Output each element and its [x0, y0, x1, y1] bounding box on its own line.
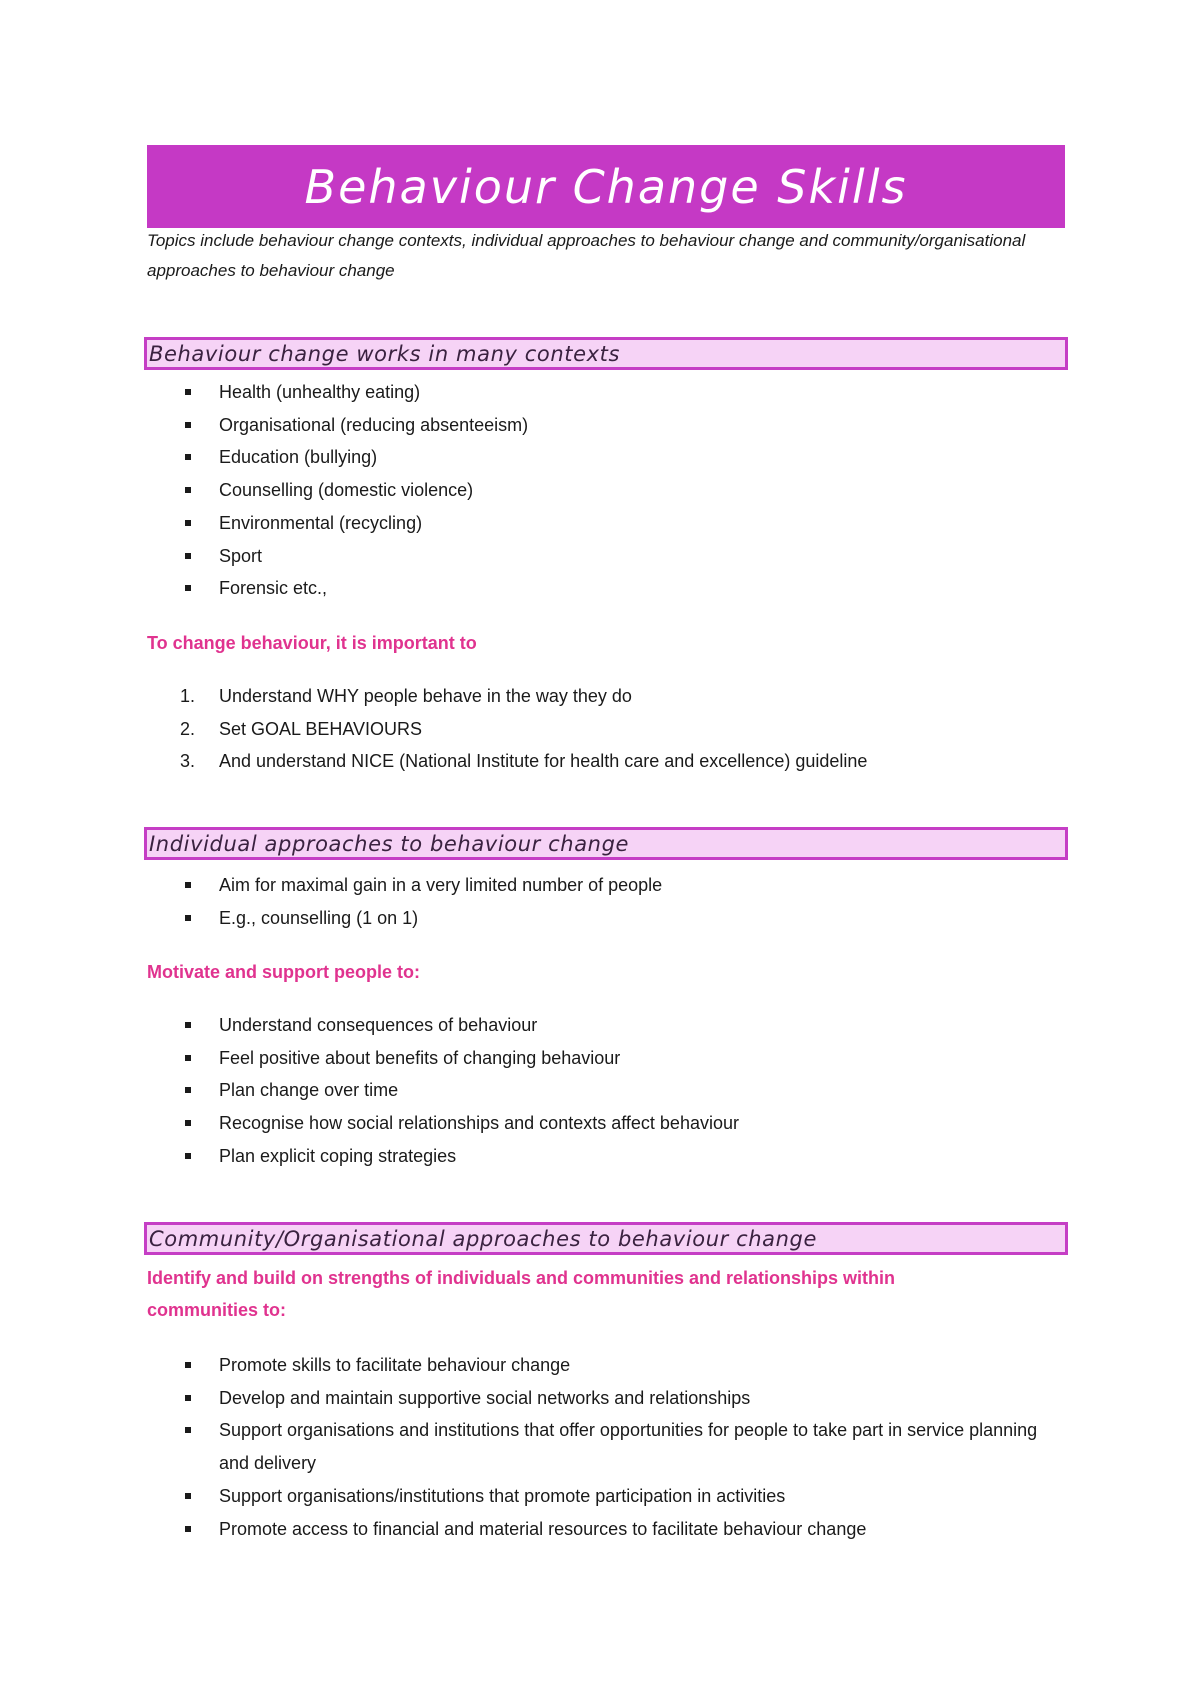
document-title: Behaviour Change Skills [304, 159, 908, 214]
bullet-icon [185, 487, 191, 493]
subheading-important: To change behaviour, it is important to [147, 633, 477, 653]
bullet-icon [185, 553, 191, 559]
list-item: Organisational (reducing absenteeism) [0, 409, 1059, 442]
section-heading-individual: Individual approaches to behaviour change [144, 827, 1068, 860]
list-item: Understand consequences of behaviour [0, 1009, 1059, 1042]
individual-bullet-list [0, 869, 1059, 934]
subheading-motivate: Motivate and support people to: [147, 962, 420, 982]
document-subtitle: Topics include behaviour change contexts, individual approaches to behaviour change and community/organisational approaches to behaviour change [147, 231, 1026, 280]
subheading-identify: Identify and build on strengths of individuals and communities and relationships within communities to: [147, 1268, 896, 1320]
bullet-icon [185, 1022, 191, 1028]
bullet-icon [185, 520, 191, 526]
section-heading-community: Community/Organisational approaches to behaviour change [144, 1222, 1068, 1255]
bullet-icon [185, 585, 191, 591]
list-item: 3. And understand NICE (National Institute for health care and excellence) guideline [180, 751, 868, 772]
list-item: Promote access to financial and material resources to facilitate behaviour change [0, 1513, 1059, 1546]
list-item: Sport [0, 540, 1059, 573]
list-item: Develop and maintain supportive social networks and relationships [0, 1382, 1059, 1415]
bullet-icon [185, 1427, 191, 1433]
list-item: Counselling (domestic violence) [0, 474, 1059, 507]
list-item: Support organisations and institutions that offer opportunities for people to take part in service planning and delivery [0, 1414, 1059, 1479]
numbered-list [0, 680, 1059, 778]
list-item: Support organisations/institutions that promote participation in activities [0, 1480, 1059, 1513]
list-item: Feel positive about benefits of changing behaviour [0, 1042, 1059, 1075]
contexts-bullet-list [0, 376, 1059, 605]
bullet-icon [185, 1087, 191, 1093]
section-heading-contexts: Behaviour change works in many contexts [144, 337, 1068, 370]
list-item: Plan explicit coping strategies [0, 1140, 1059, 1173]
bullet-icon [185, 915, 191, 921]
bullet-icon [185, 1526, 191, 1532]
list-item: E.g., counselling (1 on 1) [0, 902, 1059, 935]
bullet-icon [185, 1153, 191, 1159]
title-banner [147, 145, 1065, 228]
list-item: Plan change over time [0, 1074, 1059, 1107]
bullet-icon [185, 422, 191, 428]
bullet-icon [185, 882, 191, 888]
list-item: 1. Understand WHY people behave in the way they do [180, 686, 632, 706]
community-bullet-list [0, 1349, 1059, 1545]
bullet-icon [185, 1055, 191, 1061]
list-item: Promote skills to facilitate behaviour change [0, 1349, 1059, 1382]
bullet-icon [185, 454, 191, 460]
list-item: Health (unhealthy eating) [0, 376, 1059, 409]
list-item: Forensic etc., [0, 572, 1059, 605]
list-item: 2. Set GOAL BEHAVIOURS [180, 718, 423, 739]
bullet-icon [185, 1395, 191, 1401]
list-item: Environmental (recycling) [0, 507, 1059, 540]
bullet-icon [185, 389, 191, 395]
bullet-icon [185, 1120, 191, 1126]
bullet-icon [185, 1362, 191, 1368]
list-item: Recognise how social relationships and contexts affect behaviour [0, 1107, 1059, 1140]
motivate-bullet-list [0, 1009, 1059, 1173]
bullet-icon [185, 1493, 191, 1499]
list-item: Education (bullying) [0, 441, 1059, 474]
list-item: Aim for maximal gain in a very limited number of people [0, 869, 1059, 902]
